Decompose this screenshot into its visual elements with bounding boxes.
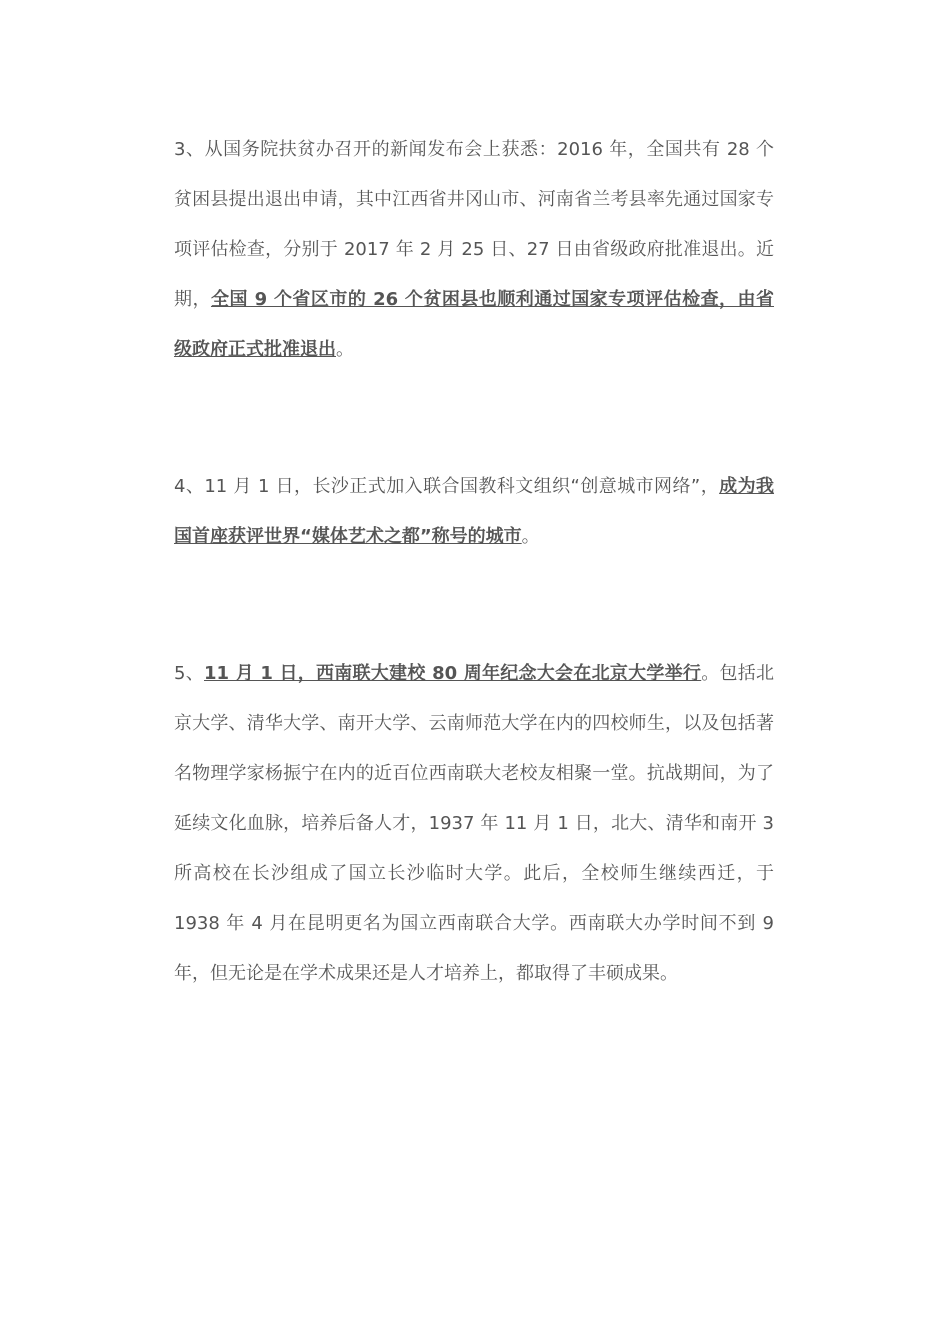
item-highlight: 成为我国首座获评世界“媒体艺术之都”称号的城市 bbox=[174, 476, 775, 547]
item-text: 11 月 1 日，长沙正式加入联合国教科文组织“创意城市网络”， bbox=[204, 476, 720, 497]
item-number: 3 bbox=[174, 139, 186, 160]
item-text: 从国务院扶贫办召开的新闻发布会上获悉：2016 年，全国共有 28 个贫困县提出退出申请，其中江西省井冈山市、河南省兰考县率先通过国家专项评估检查，分别于 2017 年 2 月 25 日、27 日由省级政府批准退出。近期， bbox=[174, 139, 774, 310]
item-text: 。 bbox=[336, 339, 354, 360]
item-number: 4 bbox=[174, 476, 186, 497]
item-highlight: 全国 9 个省区市的 26 个贫困县也顺利通过国家专项评估检查，由省级政府正式批准退出 bbox=[174, 289, 775, 360]
item-separator: 、 bbox=[185, 476, 205, 497]
item-highlight: 11 月 1 日，西南联大建校 80 周年纪念大会在北京大学举行 bbox=[204, 663, 702, 684]
item-separator: 、 bbox=[185, 663, 204, 684]
news-item-4 bbox=[174, 462, 774, 562]
news-item-3 bbox=[174, 125, 774, 375]
item-number: 5 bbox=[174, 663, 186, 684]
item-text: 。包括北京大学、清华大学、南开大学、云南师范大学在内的四校师生，以及包括著名物理学家杨振宁在内的近百位西南联大老校友相聚一堂。抗战期间，为了延续文化血脉，培养后备人才，1937 年 11 月 1 日，北大、清华和南开 3 所高校在长沙组成了国立长沙临时大学。此后，全校师生继续西迁，于 1938 年 4 月在昆明更名为国立西南联合大学。西南联大办学时间不到 9 年，但无论是在学术成果还是人才培养上，都取得了丰硕成果。 bbox=[174, 663, 775, 984]
item-text: 。 bbox=[521, 526, 540, 547]
item-separator: 、 bbox=[185, 139, 205, 160]
news-item-5 bbox=[174, 649, 774, 999]
